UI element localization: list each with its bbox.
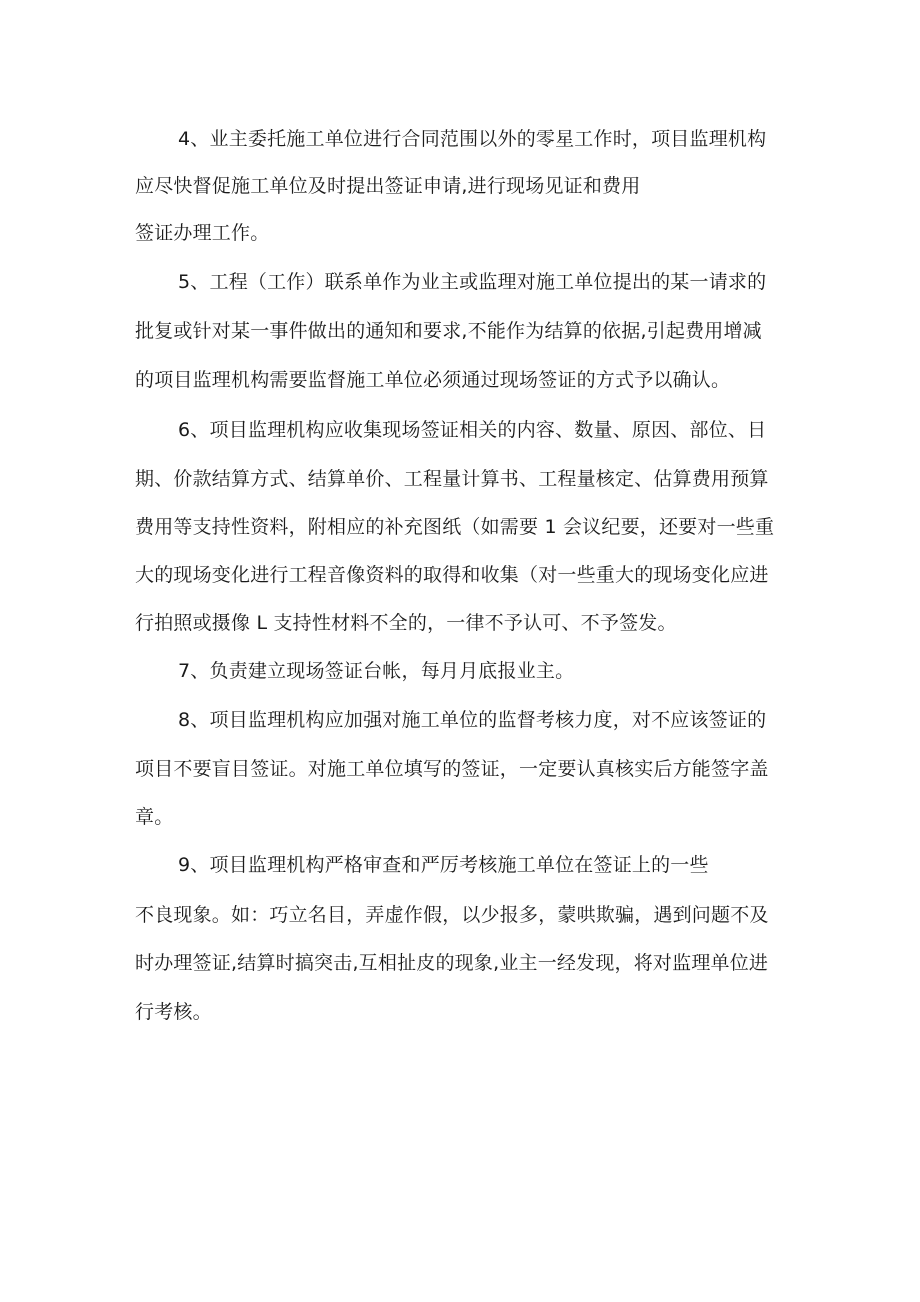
text-line: 期、价款结算方式、结算单价、工程量计算书、工程量核定、估算费用预算 bbox=[135, 468, 769, 490]
text-line: 不良现象。如：巧立名目，弄虚作假，以少报多，蒙哄欺骗，遇到问题不及 bbox=[135, 904, 769, 926]
text-line: 章。 bbox=[135, 806, 174, 828]
text-line: 时办理签证,结算时搞突击,互相扯皮的现象,业主一经发现，将对监理单位进 bbox=[135, 952, 769, 974]
text-line: 6、项目监理机构应收集现场签证相关的内容、数量、原因、部位、日 bbox=[178, 419, 767, 441]
text-line: 项目不要盲目签证。对施工单位填写的签证，一定要认真核实后方能签字盖 bbox=[135, 758, 769, 780]
text-line: 7、负责建立现场签证台帐，每月月底报业主。 bbox=[178, 660, 575, 682]
text-line: 4、业主委托施工单位进行合同范围以外的零星工作时，项目监理机构 bbox=[178, 128, 767, 150]
text-line: 费用等支持性资料，附相应的补充图纸（如需要 1 会议纪要，还要对一些重 bbox=[135, 516, 775, 538]
text-line: 行拍照或摄像 L 支持性材料不全的，一律不予认可、不予签发。 bbox=[135, 612, 677, 634]
text-line: 批复或针对某一事件做出的通知和要求,不能作为结算的依据,引起费用增减 bbox=[135, 320, 762, 342]
text-line: 8、项目监理机构应加强对施工单位的监督考核力度，对不应该签证的 bbox=[178, 709, 767, 731]
text-line: 行考核。 bbox=[135, 1001, 212, 1023]
text-line: 应尽快督促施工单位及时提出签证申请,进行现场见证和费用 bbox=[135, 175, 641, 197]
text-line: 9、项目监理机构严格审查和严厉考核施工单位在签证上的一些 bbox=[178, 854, 709, 876]
text-line: 5、工程（工作）联系单作为业主或监理对施工单位提出的某一请求的 bbox=[178, 271, 767, 293]
text-line: 大的现场变化进行工程音像资料的取得和收集（对一些重大的现场变化应进 bbox=[135, 564, 769, 586]
text-line: 的项目监理机构需要监督施工单位必须通过现场签证的方式予以确认。 bbox=[135, 369, 731, 391]
text-line: 签证办理工作。 bbox=[135, 222, 270, 244]
